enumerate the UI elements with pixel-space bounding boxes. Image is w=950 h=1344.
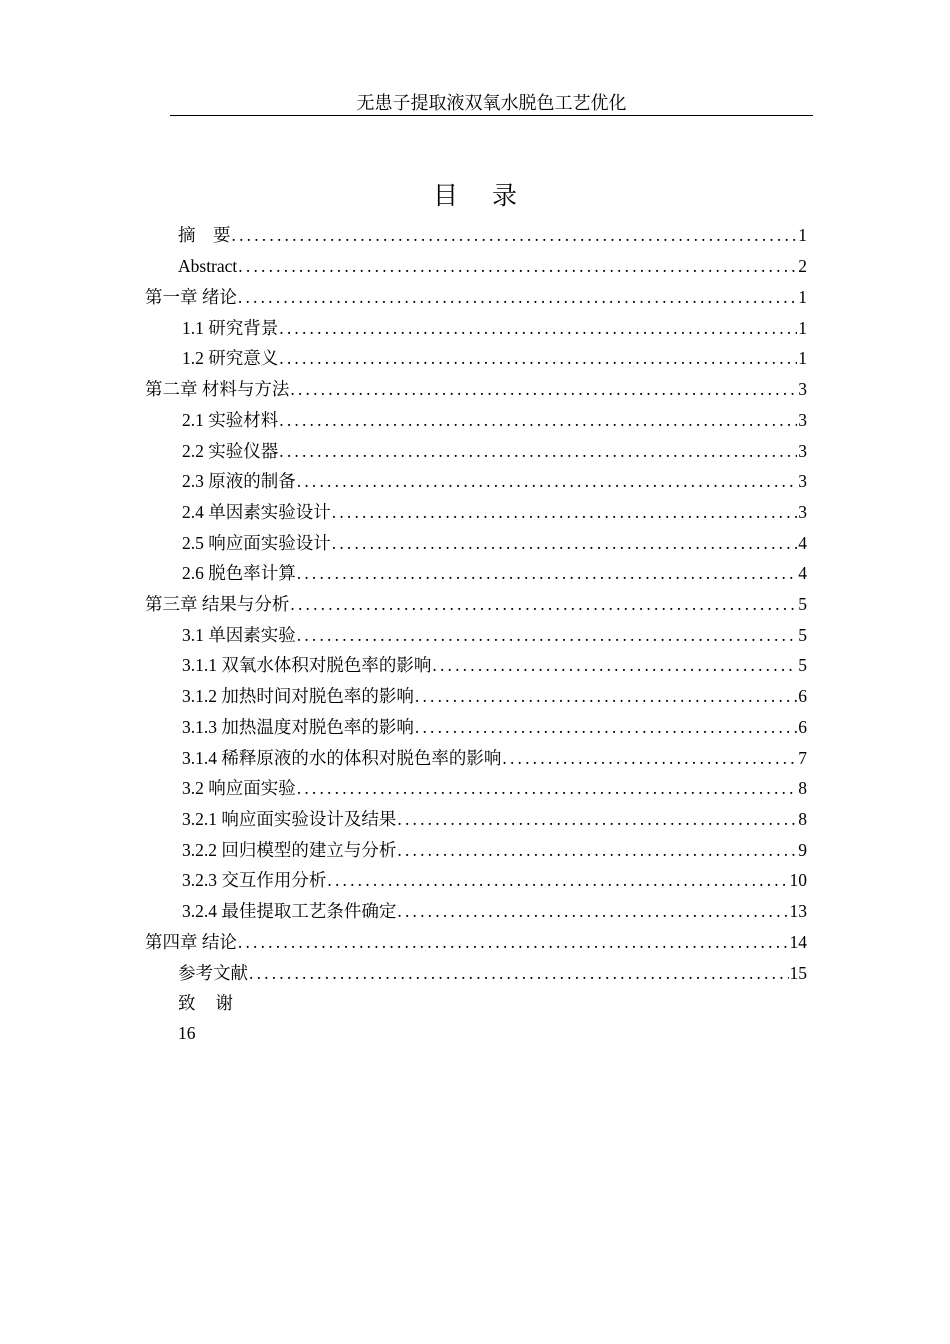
leader-dots xyxy=(397,896,788,926)
toc-entry-2-3[interactable] xyxy=(182,466,807,496)
leader-dots xyxy=(249,958,789,988)
leader-dots xyxy=(327,865,788,895)
toc-entry-2-6[interactable] xyxy=(182,558,807,588)
toc-entry-label: 参考文献 xyxy=(178,963,248,983)
leader-dots xyxy=(415,712,797,742)
toc-entry-page: 3 xyxy=(798,410,807,430)
toc-entry-label: 2.6 脱色率计算 xyxy=(182,563,296,583)
toc-entry-page: 1 xyxy=(798,348,807,368)
toc-entry-label: 3.1.2 加热时间对脱色率的影响 xyxy=(182,686,414,706)
toc-entry-3-2[interactable] xyxy=(182,773,807,803)
toc-entry-page: 3 xyxy=(798,441,807,461)
toc-entry-label: 1.1 研究背景 xyxy=(182,318,279,338)
toc-entry-page: 5 xyxy=(798,625,807,645)
toc-entry-3-2-4[interactable] xyxy=(182,896,807,926)
toc-entry-label: 3.2.3 交互作用分析 xyxy=(182,870,327,890)
toc-entry-1-2[interactable] xyxy=(182,343,807,373)
leader-dots xyxy=(332,497,798,527)
leader-dots xyxy=(332,528,798,558)
toc-entry-1-1[interactable] xyxy=(182,313,807,343)
toc-entry-3-2-2[interactable] xyxy=(182,835,807,865)
toc-entry-chapter-3[interactable] xyxy=(145,589,807,619)
toc-entry-label: 3.1 单因素实验 xyxy=(182,625,296,645)
toc-entry-page: 7 xyxy=(798,748,807,768)
toc-entry-chapter-4[interactable] xyxy=(145,927,807,957)
toc-entry-chapter-1[interactable] xyxy=(145,282,807,312)
toc-entry-page: 3 xyxy=(798,502,807,522)
toc-entry-page: 14 xyxy=(789,932,807,952)
leader-dots xyxy=(397,835,797,865)
toc-entry-label: 第一章 绪论 xyxy=(145,287,237,307)
leader-dots xyxy=(238,251,797,281)
leader-dots xyxy=(397,804,797,834)
toc-entry-label: 致谢 xyxy=(178,993,253,1013)
toc-entry-3-1-4[interactable] xyxy=(182,743,807,773)
toc-entry-label: 3.2.4 最佳提取工艺条件确定 xyxy=(182,901,397,921)
leader-dots xyxy=(279,343,797,373)
toc-entry-label: 2.3 原液的制备 xyxy=(182,471,296,491)
toc-entry-3-1-3[interactable] xyxy=(182,712,807,742)
toc-entry-label: 2.2 实验仪器 xyxy=(182,441,279,461)
toc-entry-label: 3.1.3 加热温度对脱色率的影响 xyxy=(182,717,414,737)
leader-dots xyxy=(415,681,797,711)
toc-entry-page: 6 xyxy=(798,686,807,706)
toc-entry-page: 15 xyxy=(789,963,807,983)
leader-dots xyxy=(297,773,798,803)
leader-dots xyxy=(238,927,789,957)
leader-dots xyxy=(238,282,797,312)
toc-entry-label: 3.1.1 双氧水体积对脱色率的影响 xyxy=(182,655,432,675)
toc-entry-label: 3.2.1 响应面实验设计及结果 xyxy=(182,809,397,829)
toc-entry-page: 1 xyxy=(798,287,807,307)
toc-entry-label: 第三章 结果与分析 xyxy=(145,594,290,614)
toc-entry-label: 第二章 材料与方法 xyxy=(145,379,290,399)
toc-title: 目录 xyxy=(432,183,551,210)
toc-entry-page: 2 xyxy=(798,256,807,276)
toc-entry-3-1-2[interactable] xyxy=(182,681,807,711)
toc-entry-page: 13 xyxy=(789,901,807,921)
toc-entry-references[interactable] xyxy=(178,958,807,988)
toc-entry-3-2-1[interactable] xyxy=(182,804,807,834)
toc-entry-page: 5 xyxy=(798,655,807,675)
toc-entry-page: 1 xyxy=(798,225,807,245)
toc-entry-label: 3.2 响应面实验 xyxy=(182,778,296,798)
toc-entry-page: 8 xyxy=(798,809,807,829)
toc-entry-label: Abstract xyxy=(178,256,238,276)
toc-entry-label: 1.2 研究意义 xyxy=(182,348,279,368)
toc-entry-label: 2.1 实验材料 xyxy=(182,410,279,430)
toc-entry-3-1[interactable] xyxy=(182,620,807,650)
toc-entry-3-2-3[interactable] xyxy=(182,865,807,895)
leader-dots xyxy=(232,220,798,250)
leader-dots xyxy=(279,405,797,435)
toc-entry-label: 摘 要 xyxy=(178,225,231,245)
toc-entry-2-4[interactable] xyxy=(182,497,807,527)
toc-entry-page: 3 xyxy=(798,379,807,399)
leader-dots xyxy=(279,313,797,343)
toc-entry-page: 9 xyxy=(798,840,807,860)
toc-entry-2-1[interactable] xyxy=(182,405,807,435)
leader-dots xyxy=(297,620,798,650)
toc-entry-abstract-en[interactable] xyxy=(178,251,807,281)
toc-entry-page: 6 xyxy=(798,717,807,737)
toc-entry-page: 1 xyxy=(798,318,807,338)
toc-entry-page: 10 xyxy=(789,870,807,890)
toc-entry-page: 5 xyxy=(798,594,807,614)
leader-dots xyxy=(297,466,798,496)
toc-entry-page: 8 xyxy=(798,778,807,798)
toc-entry-chapter-2[interactable] xyxy=(145,374,807,404)
toc-entry-2-2[interactable] xyxy=(182,436,807,466)
toc-entry-abstract-cn[interactable] xyxy=(178,220,807,250)
toc-entry-3-1-1[interactable] xyxy=(182,650,807,680)
leader-dots xyxy=(502,743,797,773)
toc-entry-label: 2.5 响应面实验设计 xyxy=(182,533,331,553)
leader-dots xyxy=(279,436,797,466)
running-header: 无患子提取液双氧水脱色工艺优化 xyxy=(356,93,627,113)
toc-entry-page: 3 xyxy=(798,471,807,491)
toc-entry-2-5[interactable] xyxy=(182,528,807,558)
toc-entry-acknowledgement-page: 16 xyxy=(178,1023,196,1043)
toc-entry-acknowledgement[interactable] xyxy=(178,988,253,1018)
leader-dots xyxy=(290,374,797,404)
toc-entry-page: 4 xyxy=(798,563,807,583)
toc-entry-label: 2.4 单因素实验设计 xyxy=(182,502,331,522)
header-rule xyxy=(170,115,813,116)
toc-entry-label: 3.2.2 回归模型的建立与分析 xyxy=(182,840,397,860)
toc-entry-label: 第四章 结论 xyxy=(145,932,237,952)
toc-entry-label: 3.1.4 稀释原液的水的体积对脱色率的影响 xyxy=(182,748,502,768)
leader-dots xyxy=(432,650,797,680)
toc-entry-page: 4 xyxy=(798,533,807,553)
leader-dots xyxy=(290,589,797,619)
leader-dots xyxy=(297,558,798,588)
